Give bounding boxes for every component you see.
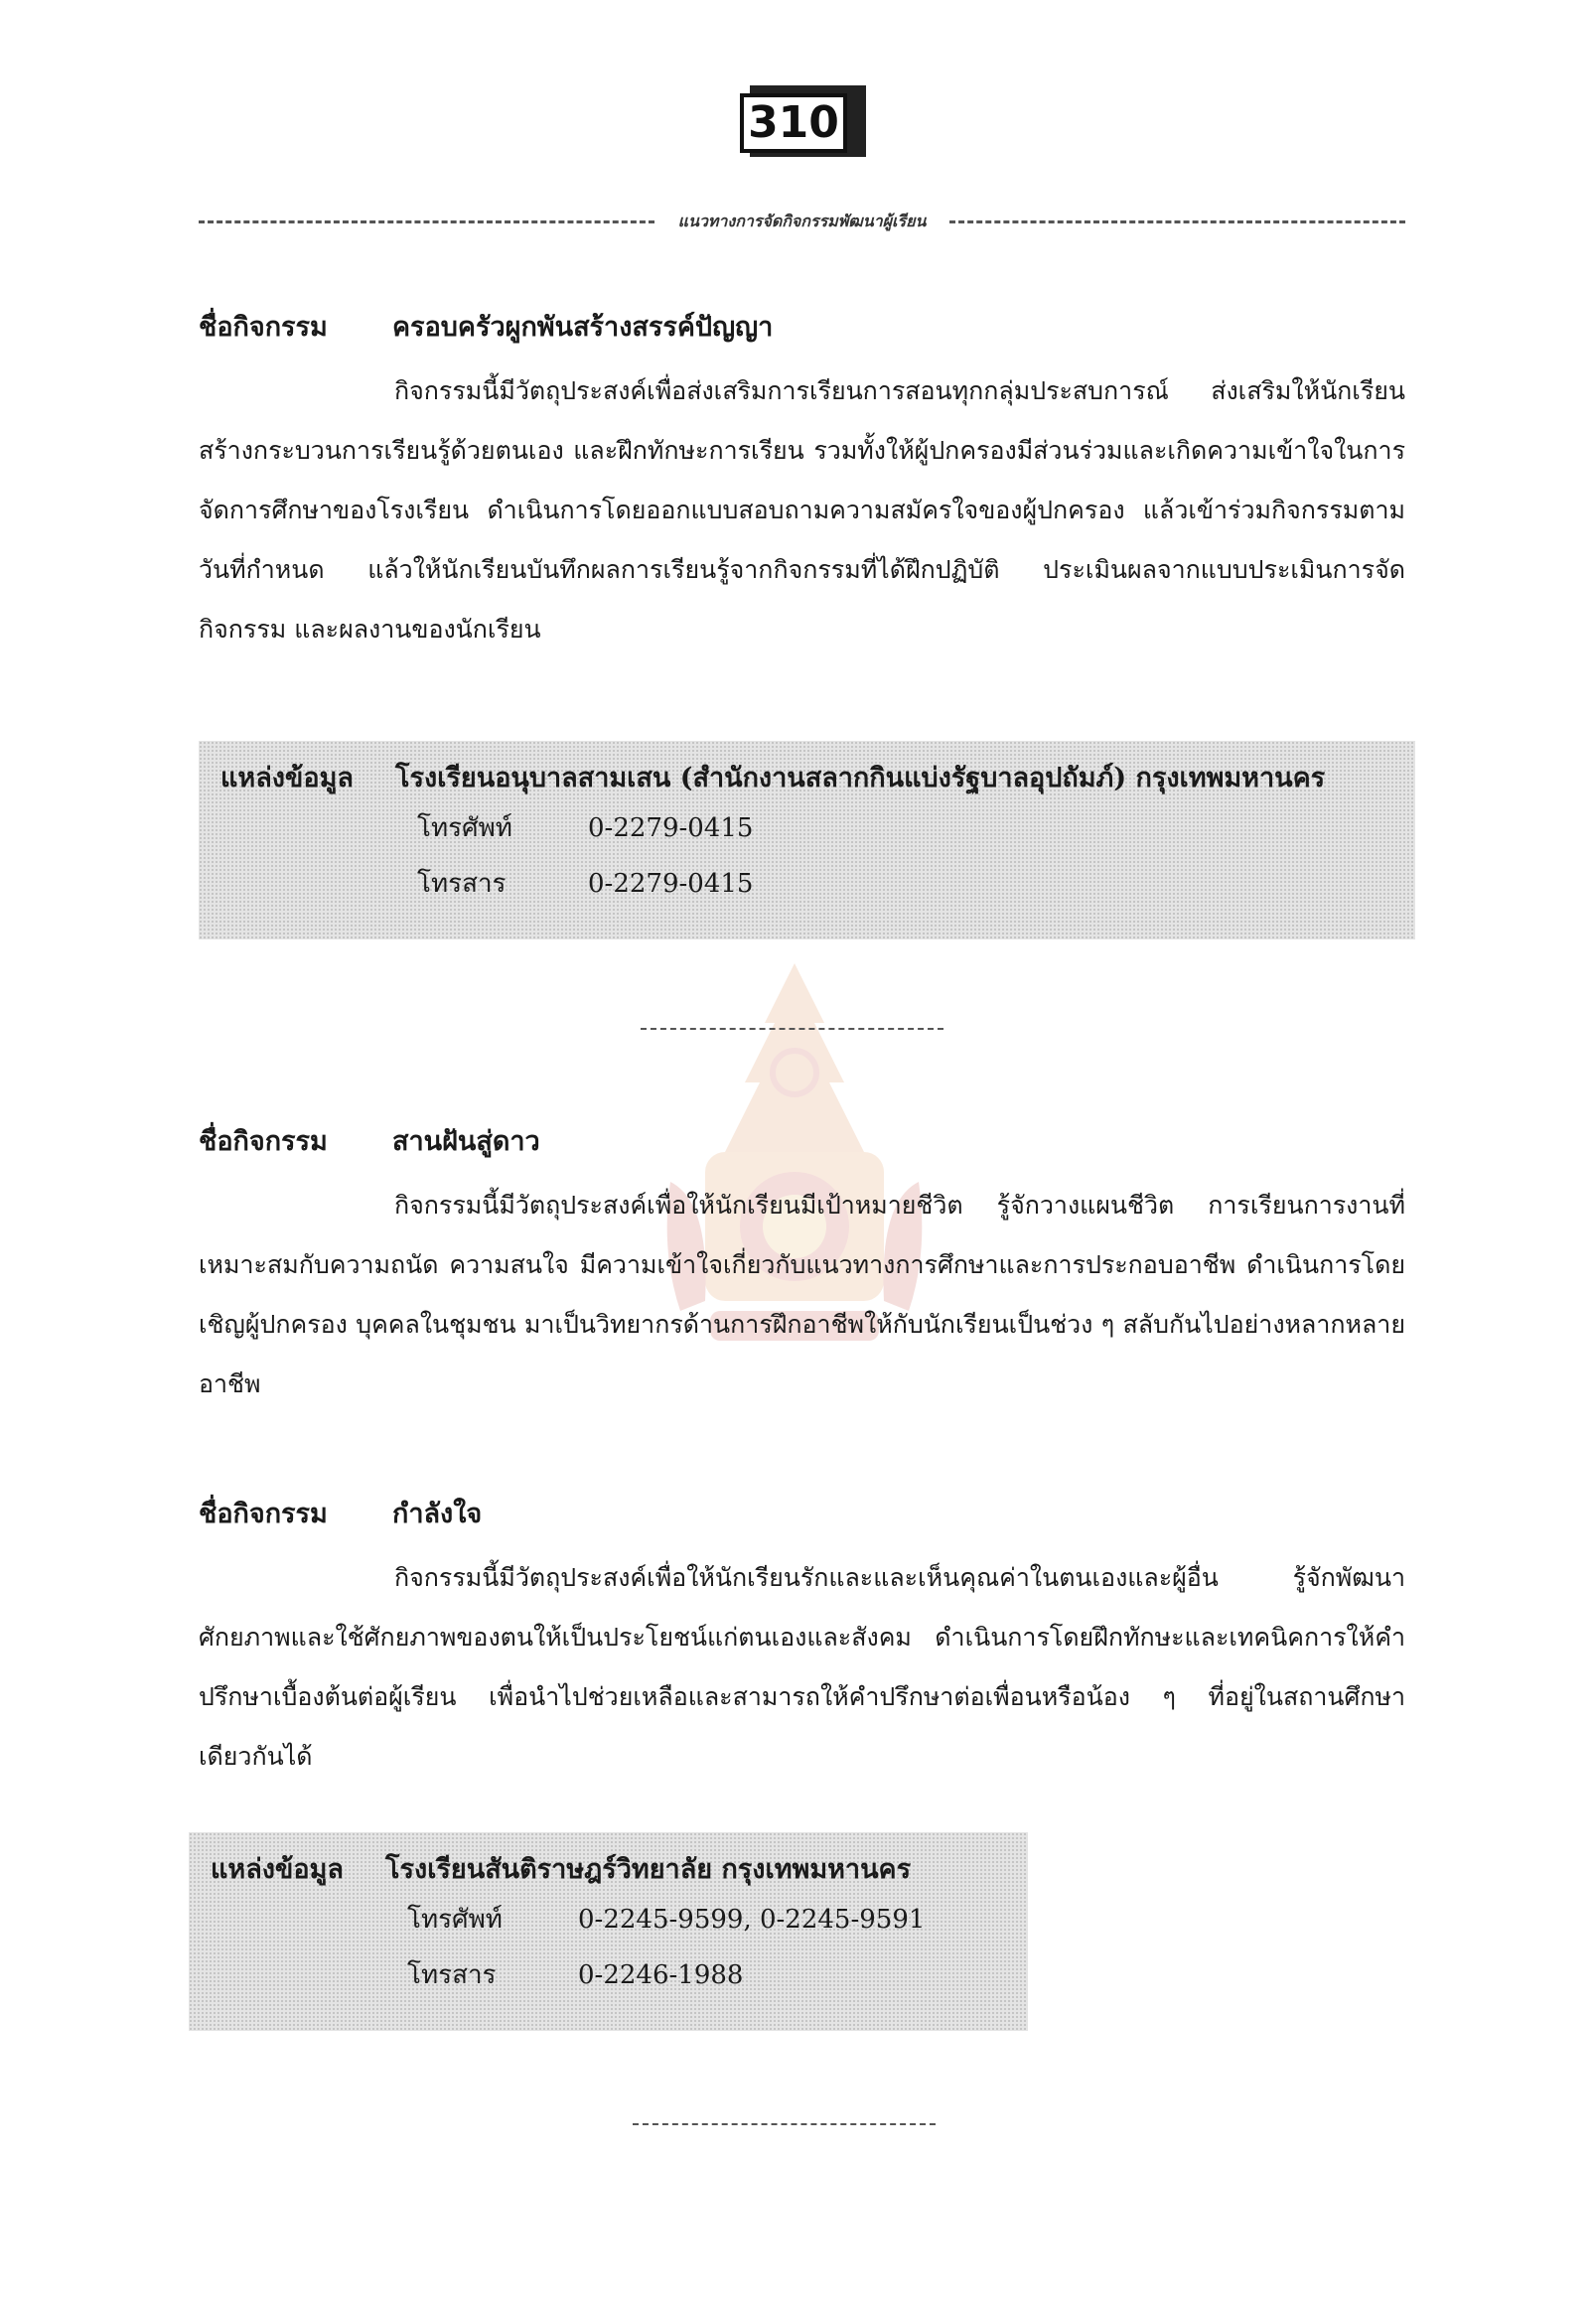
source-1-fax-row: [220, 858, 1393, 910]
source-2-fax: 0-2246-1988: [578, 1960, 744, 1990]
header-rule-right: [949, 220, 1405, 223]
fax-label: โทรสาร: [407, 1960, 497, 1990]
activity-1-heading: [199, 308, 1405, 348]
source-2-phone-row: [211, 1894, 1006, 1945]
phone-label: โทรศัพท์: [407, 1905, 503, 1935]
running-header: [199, 207, 1405, 236]
activity-2: [199, 1122, 1405, 1414]
activity-3: [199, 1495, 1405, 1787]
page-number: 310: [740, 93, 847, 153]
activity-name-label: ชื่อกิจกรรม: [199, 312, 328, 343]
activity-2-description: กิจกรรมนี้มีวัตถุประสงค์เพื่อให้นักเรียนมีเป้าหมายชีวิต รู้จักวางแผนชีวิต การเรียนการงานที่เหมาะสมกับความถนัด ความสนใจ มีความเข้าใจเกี่ยวกับแนวทางการศึกษาและการประกอบอาชีพ ดำเนินการโดยเชิญผู้ปกครอง บุคคลในชุมชน มาเป็นวิทยากรด้านการฝึกอาชีพให้กับนักเรียนเป็นช่วง ๆ สลับกันไปอย่างหลากหลายอาชีพ: [199, 1191, 1405, 1398]
section-separator-1: [641, 1028, 943, 1030]
source-1-phone: 0-2279-0415: [588, 813, 754, 843]
page-number-box: [740, 87, 864, 159]
section-separator-2: [633, 2123, 936, 2125]
activity-1-description: กิจกรรมนี้มีวัตถุประสงค์เพื่อส่งเสริมการเรียนการสอนทุกกลุ่มประสบการณ์ ส่งเสริมให้นักเรียนสร้างกระบวนการเรียนรู้ด้วยตนเอง และฝึกทักษะการเรียน รวมทั้งให้ผู้ปกครองมีส่วนร่วมและเกิดความเข้าใจในการจัดการศึกษาของโรงเรียน ดำเนินการโดยออกแบบสอบถามความสมัครใจของผู้ปกครอง แล้วเข้าร่วมกิจกรรมตามวันที่กำหนด แล้วให้นักเรียนบันทึกผลการเรียนรู้จากกิจกรรมที่ได้ฝึกปฏิบัติ ประเมินผลจากแบบประเมินการจัดกิจกรรม และผลงานของนักเรียน: [199, 376, 1405, 644]
activity-3-description: กิจกรรมนี้มีวัตถุประสงค์เพื่อให้นักเรียนรักและและเห็นคุณค่าในตนเองและผู้อื่น รู้จักพัฒนาศักยภาพและใช้ศักยภาพของตนให้เป็นประโยชน์แก่ตนเองและสังคม ดำเนินการโดยฝึกทักษะและเทคนิคการให้คำปรึกษาเบื้องต้นต่อผู้เรียน เพื่อนำไปช่วยเหลือและสามารถให้คำปรึกษาต่อเพื่อนหรือน้อง ๆ ที่อยู่ในสถานศึกษาเดียวกันได้: [199, 1563, 1405, 1771]
source-2-school: โรงเรียนสันติราษฎร์วิทยาลัย กรุงเทพมหานคร: [385, 1854, 912, 1885]
activity-3-heading: [199, 1495, 1405, 1534]
activity-2-name: สานฝันสู่ดาว: [392, 1126, 540, 1157]
activity-name-label: ชื่อกิจกรรม: [199, 1499, 328, 1529]
source-2-phone: 0-2245-9599, 0-2245-9591: [578, 1905, 926, 1935]
source-label: แหล่งข้อมูล: [211, 1854, 344, 1885]
activity-1: [199, 308, 1405, 659]
activity-2-heading: [199, 1122, 1405, 1162]
running-header-title: แนวทางการจัดกิจกรรมพัฒนาผู้เรียน: [677, 211, 927, 230]
source-1-phone-row: [220, 802, 1393, 854]
activity-3-name: กำลังใจ: [392, 1499, 483, 1529]
source-1-school: โรงเรียนอนุบาลสามเสน (สำนักงานสลากกินแบ่งรัฐบาลอุปถัมภ์) กรุงเทพมหานคร: [395, 763, 1326, 793]
header-rule-left: [199, 220, 654, 223]
activity-1-name: ครอบครัวผูกพันสร้างสรรค์ปัญญา: [392, 312, 774, 343]
activity-name-label: ชื่อกิจกรรม: [199, 1126, 328, 1157]
source-box-1: [199, 741, 1415, 939]
source-label: แหล่งข้อมูล: [220, 763, 354, 793]
phone-label: โทรศัพท์: [417, 813, 512, 843]
source-box-2: [189, 1832, 1028, 2031]
fax-label: โทรสาร: [417, 869, 507, 899]
source-1-fax: 0-2279-0415: [588, 869, 754, 899]
source-1-school-row: [220, 759, 1393, 798]
source-2-fax-row: [211, 1949, 1006, 2001]
source-2-school-row: [211, 1850, 1006, 1890]
